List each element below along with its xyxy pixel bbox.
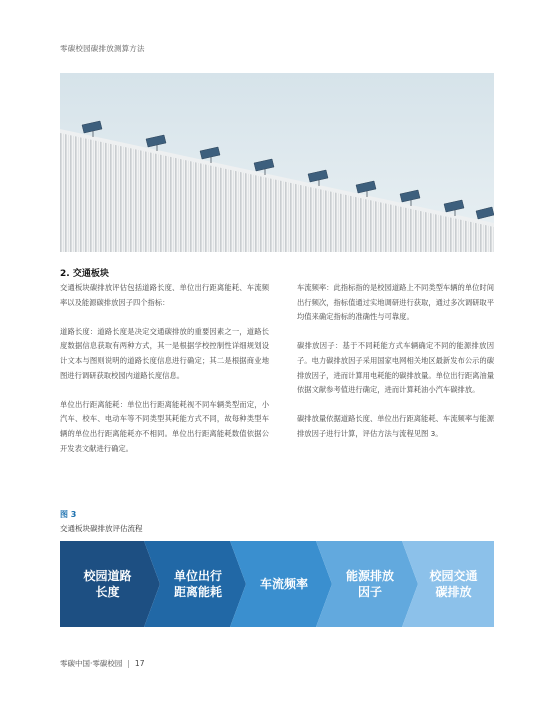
section-title: 2. 交通板块 <box>60 269 109 279</box>
figure-caption: 交通板块碳排放评估流程 <box>60 524 143 533</box>
right-column <box>297 281 494 456</box>
building-solar-panels-image <box>60 73 494 252</box>
left-column <box>60 281 269 471</box>
page-number: 17 <box>134 659 145 668</box>
flow-step-emission-factor: 能源排放 因子 <box>345 569 394 599</box>
page-footer <box>60 658 144 669</box>
flow-step-traffic-frequency: 车流频率 <box>259 577 308 591</box>
flow-step-energy-per-distance: 单位出行 距离能耗 <box>173 569 222 599</box>
paragraph: 交通板块碳排放评估包括道路长度、单位出行距离能耗、车流频率以及能源碳排放因子四个指标： <box>60 283 269 307</box>
hero-photo <box>60 73 494 252</box>
footer-separator: | <box>127 659 130 668</box>
paragraph: 车流频率：此指标指的是校园道路上不同类型车辆的单位时间出行频次，指标值通过实地调研进行获取，通过多次调研取平均值来确定指标的准确性与可靠度。 <box>297 283 495 322</box>
paragraph: 碳排放量依据道路长度、单位出行距离能耗、车流频率与能源排放因子进行计算，评估方法与流程见图 3。 <box>297 414 495 438</box>
paragraph: 道路长度：道路长度是决定交通碳排放的重要因素之一，道路长度数据信息获取有两种方式，其一是根据学校控制性详细规划设计文本与图则说明的道路长度信息进行确定；其二是根据商业地图进行调研获取校园内道路长度信息。 <box>60 326 269 380</box>
paragraph: 单位出行距离能耗：单位出行距离能耗视不同车辆类型而定，小汽车、校车、电动车等不同类型其耗能方式不同，故每种类型车辆的单位出行距离能耗亦不相同。单位出行距离能耗数值依据公开发表文献进行确定。 <box>60 399 269 453</box>
paragraph: 碳排放因子：基于不同耗能方式车辆确定不同的能源排放因子。电力碳排放因子采用国家电网相关地区最新发布公示的碳排放因子，进而计算用电耗能的碳排放量。单位出行距离油量依据文献参考值进行确定，进而计算耗油小汽车碳排放。 <box>297 341 495 395</box>
publication-name: 零碳中国·零碳校园 <box>60 659 123 668</box>
flow-step-campus-traffic-emission: 校园交通 碳排放 <box>429 569 478 599</box>
process-flow-diagram <box>60 541 494 627</box>
flow-step-road-length: 校园道路 长度 <box>83 569 132 599</box>
running-title: 零碳校园碳排放测算方法 <box>60 44 145 53</box>
figure-label: 图 3 <box>60 510 77 519</box>
